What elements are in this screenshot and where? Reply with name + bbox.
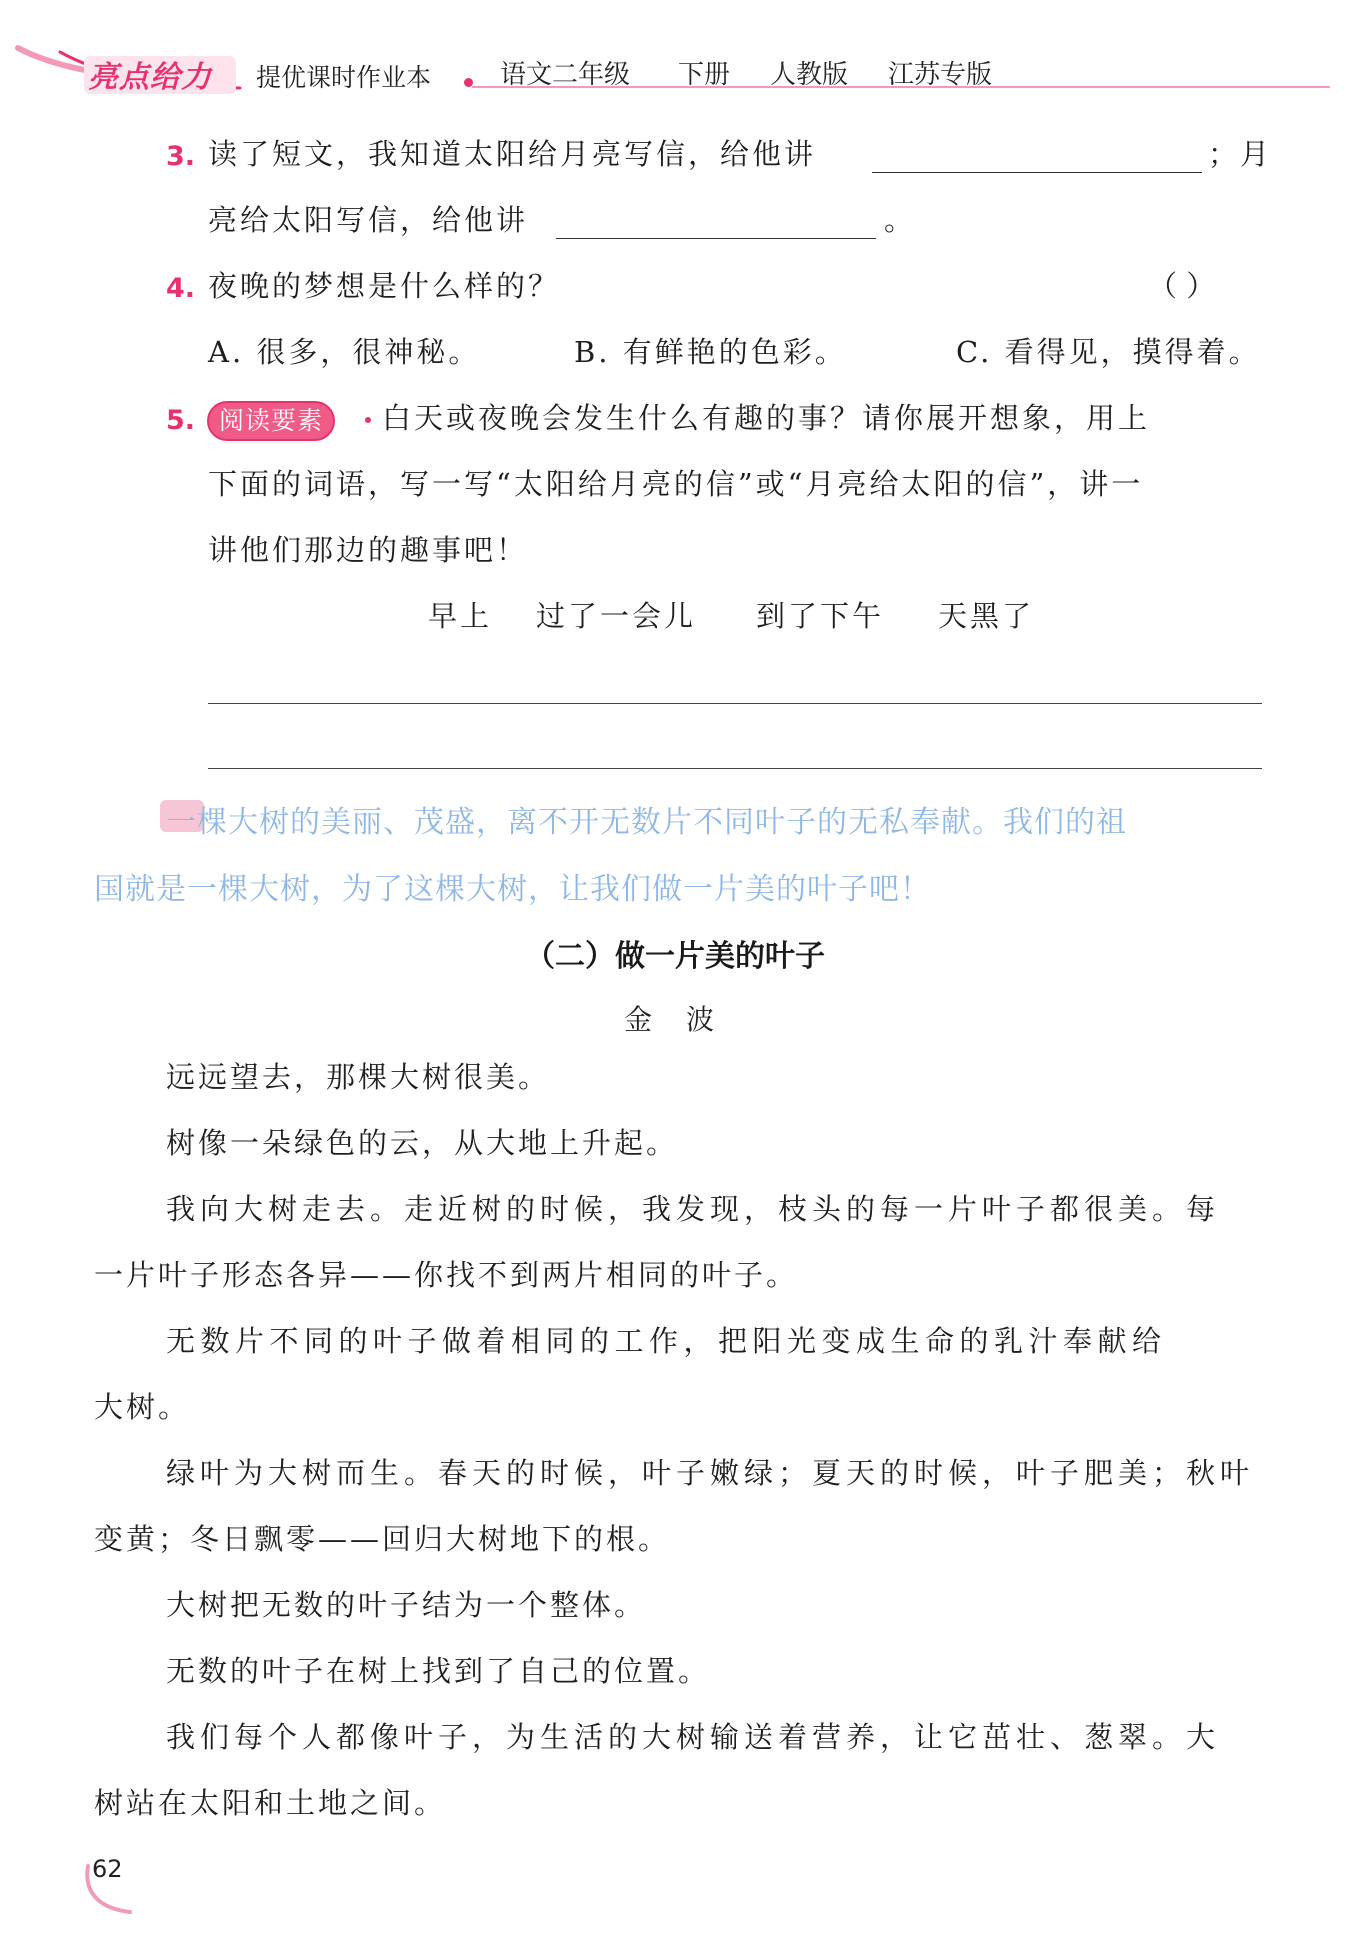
article-line-6: 大树。 xyxy=(94,1390,191,1424)
header-region: 江苏专版 xyxy=(888,60,993,90)
article-line-1: 远远望去，那棵大树很美。 xyxy=(166,1060,551,1094)
article-author: 金波 xyxy=(624,1003,749,1036)
article-line-11: 我们每个人都像叶子，为生活的大树输送着营养，让它茁壮、葱翠。大 xyxy=(166,1720,1221,1754)
article-title: （二）做一片美的叶子 xyxy=(525,939,825,974)
article-line-9: 大树把无数的叶子结为一个整体。 xyxy=(166,1588,647,1622)
header-edition: 人教版 xyxy=(770,60,849,90)
question-3-line2: 亮给太阳写信，给他讲 xyxy=(208,203,529,237)
option-a[interactable]: A. 很多，很神秘。 xyxy=(208,335,481,369)
badge-dot xyxy=(365,417,371,423)
question-5-line3: 讲他们那边的趣事吧！ xyxy=(208,533,529,567)
header-volume: 下册 xyxy=(678,60,731,90)
header-dot xyxy=(464,78,473,87)
article-line-8: 变黄；冬日飘零——回归大树地下的根。 xyxy=(94,1522,671,1556)
option-b[interactable]: B. 有鲜艳的色彩。 xyxy=(574,335,847,369)
question-4-number: 4. xyxy=(166,273,196,304)
intro-line1: 一棵大树的美丽、茂盛，离不开无数片不同叶子的无私奉献。我们的祖 xyxy=(166,805,1127,840)
word-night: 天黑了 xyxy=(938,599,1035,633)
writing-line-1[interactable] xyxy=(208,703,1262,704)
word-morning: 早上 xyxy=(428,599,493,633)
question-3-line1-end: ；月 xyxy=(1208,137,1273,171)
intro-line2: 国就是一棵大树，为了这棵大树，让我们做一片美的叶子吧！ xyxy=(94,872,931,907)
reading-element-badge: 阅读要素 xyxy=(207,401,335,441)
question-4-text: 夜晚的梦想是什么样的？ xyxy=(208,269,561,303)
question-5-line2: 下面的词语，写一写“太阳给月亮的信”或“月亮给太阳的信”，讲一 xyxy=(208,467,1144,501)
header-grade: 语文二年级 xyxy=(500,60,631,90)
question-3-number: 3. xyxy=(166,141,196,172)
writing-line-2[interactable] xyxy=(208,768,1262,769)
answer-parentheses[interactable]: （ ） xyxy=(1148,269,1216,303)
question-5-number: 5. xyxy=(166,405,196,436)
article-line-5: 无数片不同的叶子做着相同的工作，把阳光变成生命的乳汁奉献给 xyxy=(166,1324,1167,1358)
question-5-line1: 白天或夜晚会发生什么有趣的事？请你展开想象，用上 xyxy=(382,401,1151,435)
article-line-12: 树站在太阳和土地之间。 xyxy=(94,1786,447,1820)
word-afternoon: 到了下午 xyxy=(756,599,885,633)
article-line-10: 无数的叶子在树上找到了自己的位置。 xyxy=(166,1654,711,1688)
page-number: 62 xyxy=(92,1855,123,1883)
article-line-2: 树像一朵绿色的云，从大地上升起。 xyxy=(166,1126,679,1160)
answer-blank-moon[interactable] xyxy=(556,238,876,239)
header-brand: 亮点给力 xyxy=(88,60,212,95)
article-line-4: 一片叶子形态各异——你找不到两片相同的叶子。 xyxy=(94,1258,799,1292)
header-subtitle: 提优课时作业本 xyxy=(256,63,432,92)
question-3-line1: 读了短文，我知道太阳给月亮写信，给他讲 xyxy=(208,137,817,171)
article-line-3: 我向大树走去。走近树的时候，我发现，枝头的每一片叶子都很美。每 xyxy=(166,1192,1221,1226)
article-line-7: 绿叶为大树而生。春天的时候，叶子嫩绿；夏天的时候，叶子肥美；秋叶 xyxy=(166,1456,1255,1490)
question-3-line2-end: 。 xyxy=(884,203,917,237)
word-after-a-while: 过了一会儿 xyxy=(536,599,697,633)
option-c[interactable]: C. 看得见，摸得着。 xyxy=(956,335,1261,369)
answer-blank-sun[interactable] xyxy=(872,172,1202,173)
